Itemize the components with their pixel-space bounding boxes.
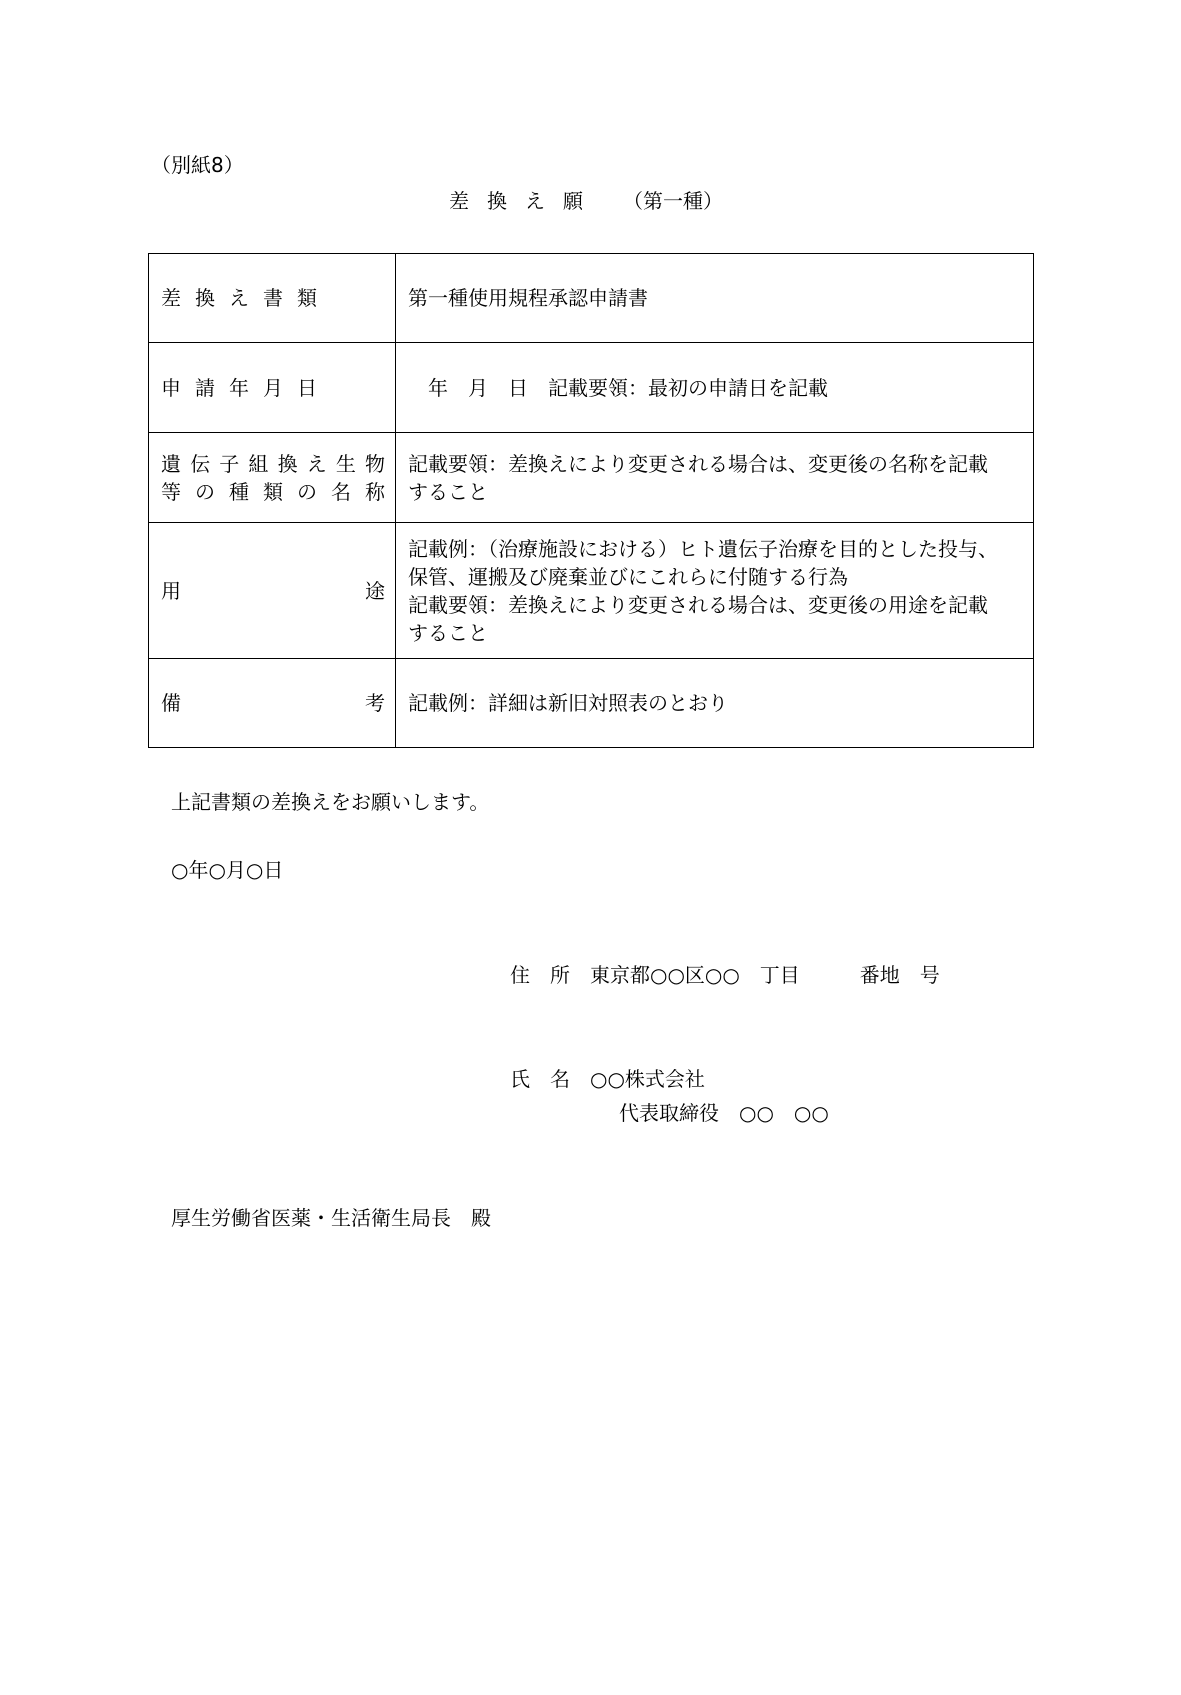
row-value-line: 記載例：詳細は新旧対照表のとおり [408,691,728,715]
row-label-line: 備 考 [161,691,385,715]
title-main: 差換え願 [449,189,601,213]
address-label: 住 所 [510,963,570,987]
row-label-line: 遺 伝 子 組 換 え 生 物 [161,451,385,476]
title-sub: （第一種） [623,189,723,213]
name-line [510,1065,705,1093]
row-label [149,659,396,748]
row-label [149,433,396,523]
row-value [396,659,1034,748]
row-label-line: 用 途 [161,578,385,603]
row-value-line: すること [408,479,488,504]
address-line [510,961,940,989]
annex-number: （別紙8） [151,153,244,177]
table-row [149,254,1034,343]
row-label [149,343,396,433]
request-text: 上記書類の差換えをお願いします。 [171,790,490,814]
row-value [396,523,1034,659]
row-value-line: 保管、運搬及び廃棄並びにこれらに付随する行為 [408,564,848,589]
address-value: 東京都○○区○○ 丁目 番地 号 [590,963,940,987]
date: ○年○月○日 [171,858,284,882]
name-label: 氏 名 [510,1067,570,1091]
document-title [449,187,723,215]
row-label [149,523,396,659]
row-label-line: 等 の 種 類 の 名 称 [161,479,385,504]
table-row [149,433,1034,523]
row-value-line: 年 月 日 記載要領：最初の申請日を記載 [408,375,828,400]
row-value-line: すること [408,620,488,645]
addressee: 厚生労働省医薬・生活衛生局長 殿 [171,1206,491,1230]
row-value-line: 記載要領：差換えにより変更される場合は、変更後の用途を記載 [408,592,988,617]
table-row [149,343,1034,433]
representative: 代表取締役 ○○ ○○ [619,1101,829,1125]
row-label-line: 差換え書類 [161,286,331,310]
row-label-line: 申請年月日 [161,375,331,400]
application-table [148,253,1034,748]
row-value-line: 第一種使用規程承認申請書 [408,286,648,310]
table-row [149,659,1034,748]
row-value [396,433,1034,523]
row-value-line: 記載要領：差換えにより変更される場合は、変更後の名称を記載 [408,451,988,476]
company-name: ○○株式会社 [590,1067,705,1091]
table-row [149,523,1034,659]
row-value [396,254,1034,343]
row-value [396,343,1034,433]
row-label [149,254,396,343]
row-value-line: 記載例：（治療施設における）ヒト遺伝子治療を目的とした投与、 [408,536,998,561]
